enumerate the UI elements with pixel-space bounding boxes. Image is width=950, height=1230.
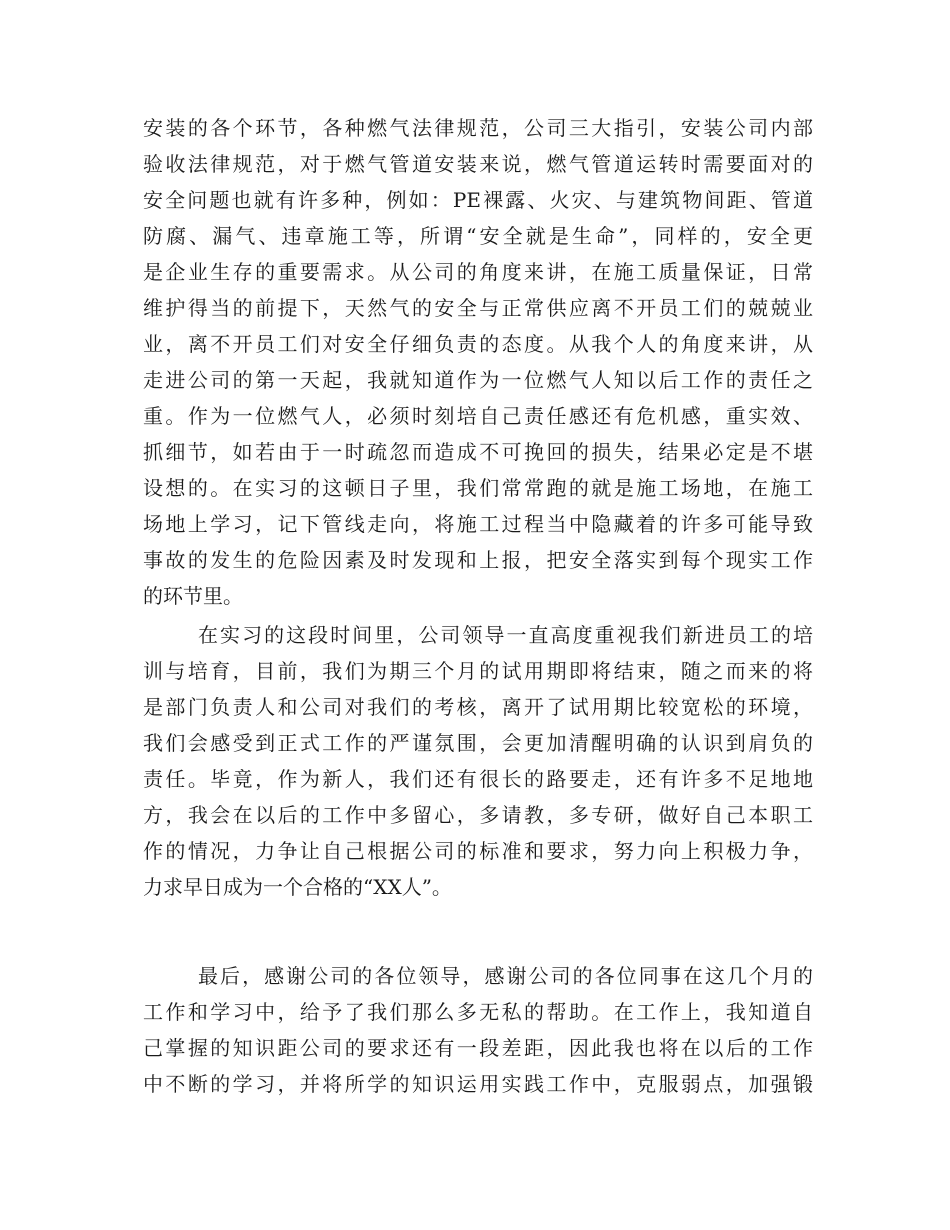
text-line: 力求早日成为一个合格的“XX人”。 <box>143 875 452 899</box>
text-line: 中不断的学习，并将所学的知识运用实践工作中，克服弱点，加强锻 <box>143 1072 813 1096</box>
text-line: 工作和学习中，给予了我们那么多无私的帮助。在工作上，我知道自 <box>143 1000 813 1024</box>
text-line: 是部门负责人和公司对我们的考核，离开了试用期比较宽松的环境， <box>143 695 813 719</box>
text-line: 验收法律规范，对于燃气管道安装来说，燃气管道运转时需要面对的 <box>143 152 813 176</box>
text-line: 的环节里。 <box>143 584 243 608</box>
text-line: 作的情况，力争让自己根据公司的标准和要求，努力向上积极力争， <box>143 839 813 863</box>
text-line: 责任。毕竟，作为新人，我们还有很长的路要走，还有许多不足地地 <box>143 767 813 791</box>
text-line: 防腐、漏气、违章施工等，所谓“安全就是生命”，同样的，安全更 <box>143 224 813 248</box>
text-line: 最后，感谢公司的各位领导，感谢公司的各位同事在这几个月的 <box>198 964 813 988</box>
text-line: 己掌握的知识距公司的要求还有一段差距，因此我也将在以后的工作 <box>143 1036 813 1060</box>
text-line: 维护得当的前提下，天然气的安全与正常供应离不开员工们的兢兢业 <box>143 296 813 320</box>
text-line: 在实习的这段时间里，公司领导一直高度重视我们新进员工的培 <box>198 623 813 647</box>
text-line: 我们会感受到正式工作的严谨氛围，会更加清醒明确的认识到肩负的 <box>143 731 813 755</box>
text-line: 安全问题也就有许多种，例如：PE裸露、火灾、与建筑物间距、管道 <box>143 188 813 212</box>
paragraph-3 <box>143 958 813 1102</box>
text-line: 是企业生存的重要需求。从公司的角度来讲，在施工质量保证，日常 <box>143 260 813 284</box>
paragraph-2 <box>143 617 813 905</box>
text-line: 事故的发生的危险因素及时发现和上报，把安全落实到每个现实工作 <box>143 548 813 572</box>
text-line: 走进公司的第一天起，我就知道作为一位燃气人知以后工作的责任之 <box>143 368 813 392</box>
text-line: 重。作为一位燃气人，必须时刻培自己责任感还有危机感，重实效、 <box>143 404 813 428</box>
text-line: 方，我会在以后的工作中多留心，多请教，多专研，做好自己本职工 <box>143 803 813 827</box>
text-line: 抓细节，如若由于一时疏忽而造成不可挽回的损失，结果必定是不堪 <box>143 440 813 464</box>
text-line: 设想的。在实习的这顿日子里，我们常常跑的就是施工场地，在施工 <box>143 476 813 500</box>
paragraph-1 <box>143 110 813 614</box>
text-line: 安装的各个环节，各种燃气法律规范，公司三大指引，安装公司内部 <box>143 116 813 140</box>
text-line: 训与培育，目前，我们为期三个月的试用期即将结束，随之而来的将 <box>143 659 813 683</box>
text-line: 业，离不开员工们对安全仔细负责的态度。从我个人的角度来讲，从 <box>143 332 813 356</box>
text-line: 场地上学习，记下管线走向，将施工过程当中隐藏着的许多可能导致 <box>143 512 813 536</box>
